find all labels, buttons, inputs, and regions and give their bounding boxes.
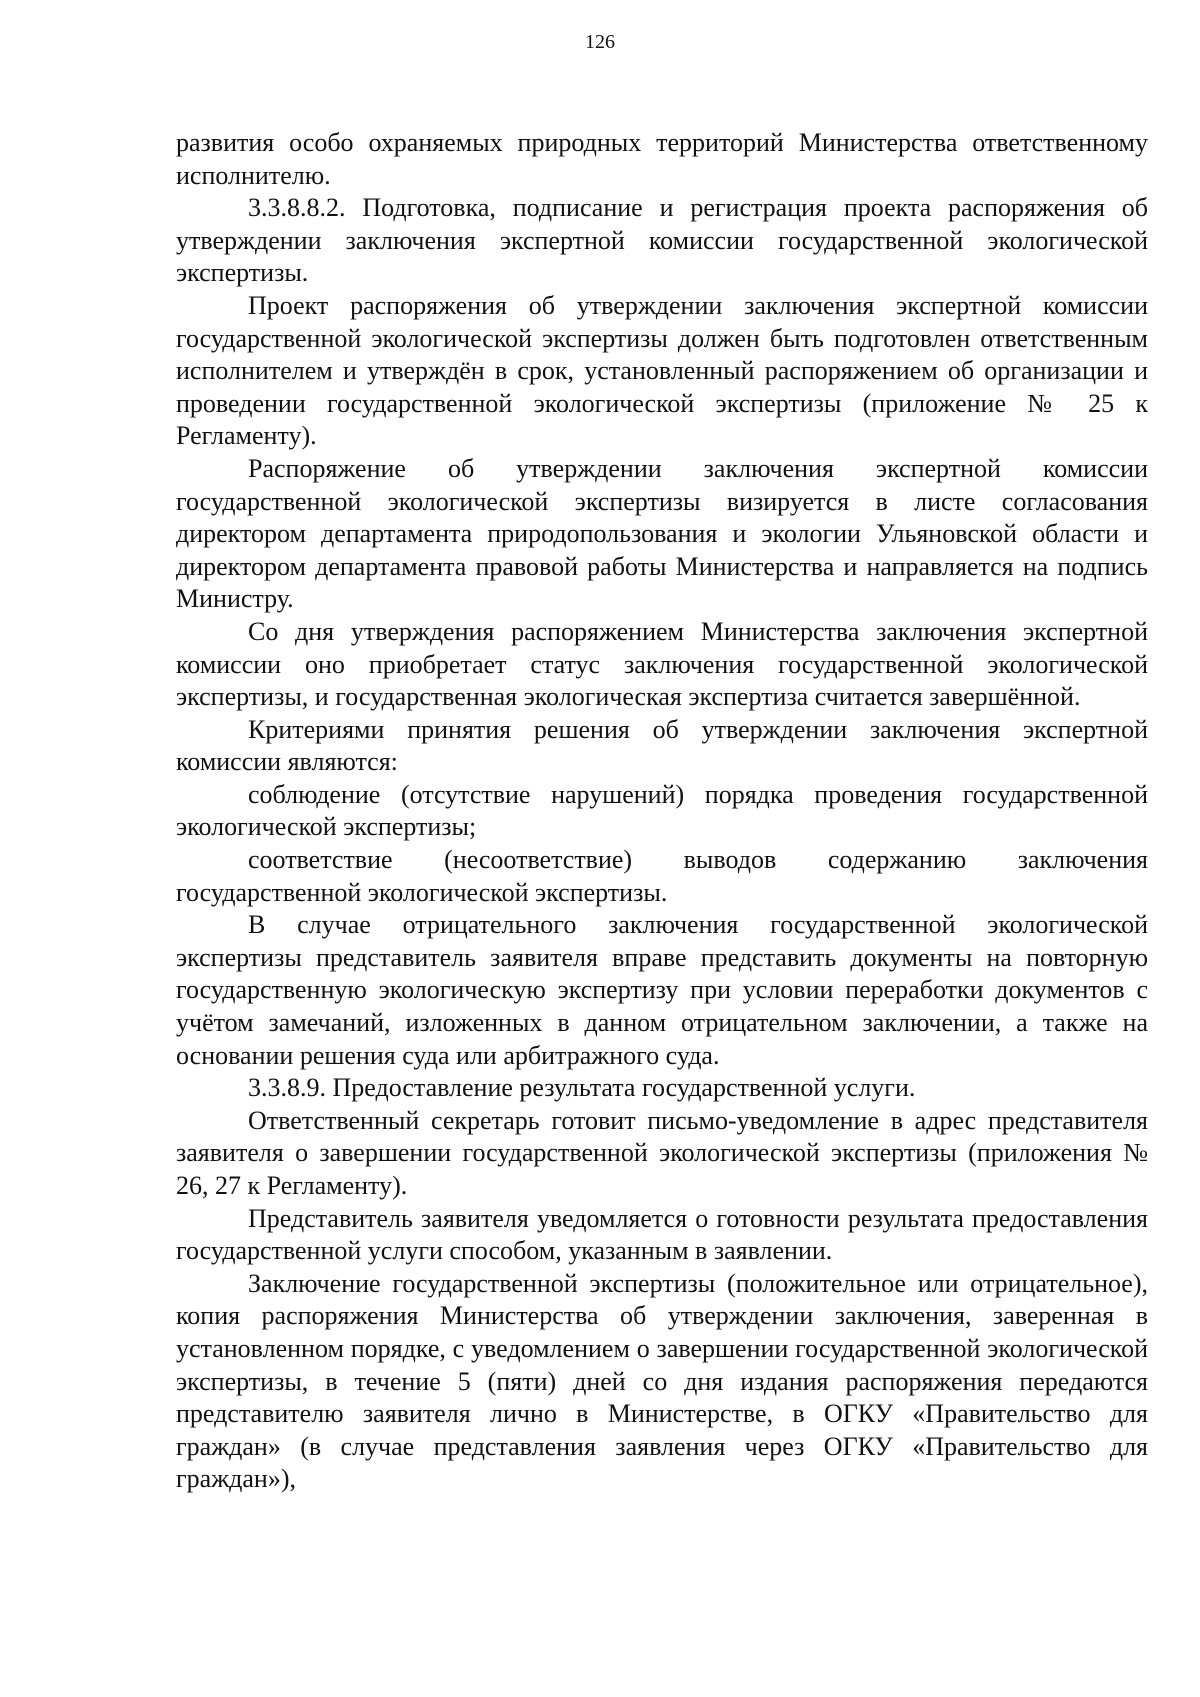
paragraph: В случае отрицательного заключения государственной экологической экспертизы представитель заявителя вправе представить документы на повторную государственную экологическую экспертизу при условии переработки документов с учётом замечаний, изложенных в данном отрицательном заключении, а также на основании решения суда или арбитражного суда. [176, 910, 1148, 1070]
paragraph: Критериями принятия решения об утверждении заключения экспертной комиссии являются: [176, 714, 1148, 777]
page-number: 126 [585, 31, 615, 53]
paragraph: Представитель заявителя уведомляется о готовности результата предоставления государственной услуги способом, указанным в заявлении. [176, 1203, 1148, 1266]
section-heading: 3.3.8.9. Предоставление результата государственной услуги. [248, 1073, 916, 1103]
paragraph: Проект распоряжения об утверждении заключения экспертной комиссии государственной экологической экспертизы должен быть подготовлен ответственным исполнителем и утверждён в срок, установленный распоряжением об организации и проведении государственной экологической экспертизы (приложение № 25 к Регламенту). [176, 290, 1148, 451]
list-item: соблюдение (отсутствие нарушений) порядка проведения государственной экологической экспертизы; [176, 779, 1148, 842]
paragraph: Заключение государственной экспертизы (положительное или отрицательное), копия распоряжения Министерства об утверждении заключения, заверенная в установленном порядке, с уведомлением о завершении государственной экологической экспертизы, в течение 5 (пяти) дней со дня издания распоряжения передаются представителю заявителя лично в Министерстве, в ОГКУ «Правительство для граждан» (в случае представления заявления через ОГКУ «Правительство для граждан»), [176, 1268, 1148, 1494]
paragraph: Со дня утверждения распоряжением Министерства заключения экспертной комиссии оно приобретает статус заключения государственной экологической экспертизы, и государственная экологическая экспертиза считается завершённой. [176, 616, 1148, 712]
document-body [176, 127, 1148, 1496]
paragraph: Ответственный секретарь готовит письмо-уведомление в адрес представителя заявителя о завершении государственной экологической экспертизы (приложения № 26, 27 к Регламенту). [176, 1105, 1148, 1200]
list-item: соответствие (несоответствие) выводов содержанию заключения государственной экологической экспертизы. [176, 845, 1148, 907]
paragraph: 3.3.8.8.2. Подготовка, подписание и регистрация проекта распоряжения об утверждении заключения экспертной комиссии государственной экологической экспертизы. [176, 193, 1148, 288]
paragraph: развития особо охраняемых природных территорий Министерства ответственному исполнителю. [176, 128, 1148, 190]
paragraph: Распоряжение об утверждении заключения экспертной комиссии государственной экологической экспертизы визируется в листе согласования директором департамента природопользования и экологии Ульяновской области и директором департамента правовой работы Министерства и направляется на подпись Министру. [176, 453, 1148, 614]
